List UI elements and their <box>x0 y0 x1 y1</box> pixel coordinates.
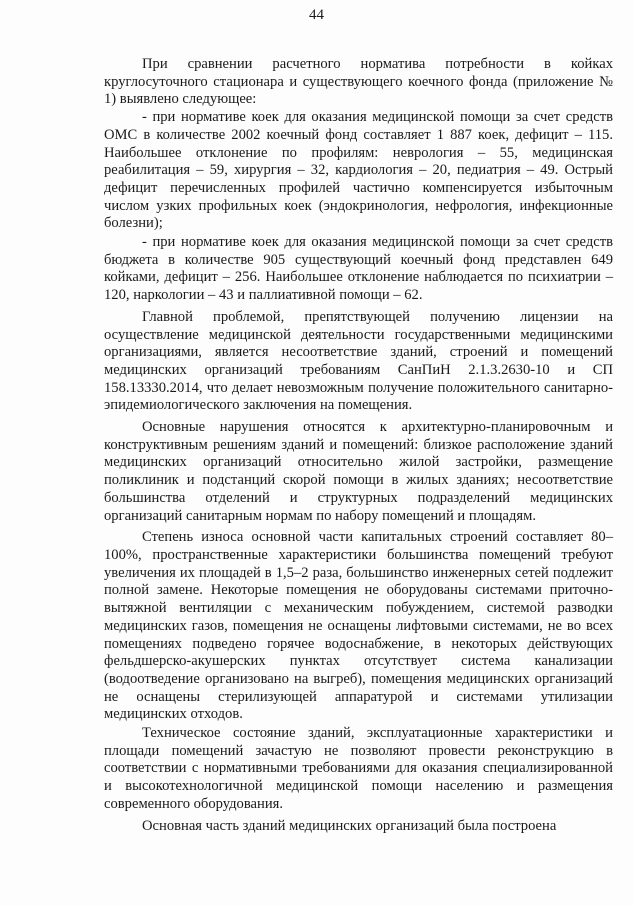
paragraph-intro: При сравнении расчетного норматива потребности в койках круглосуточного стационара и существующего коечного фонда (приложение № 1) выявлено следующее: <box>104 56 613 108</box>
paragraph-construction: Основная часть зданий медицинских организаций была построена <box>142 817 557 834</box>
paragraph-violations: Основные нарушения относятся к архитектурно-планировочным и конструктивным решениям зданий и помещений: близкое расположение зданий медицинских организаций относительно жилой застройки, размещение поликлиник и подстанций скорой помощи в жилых зданиях; несоответствие большинства отделений и структурных подразделений медицинских организаций санитарным нормам по набору помещений и площадям. <box>104 419 613 524</box>
paragraph-licensing-problem: Главной проблемой, препятствующей получению лицензии на осуществление медицинской деятельности государственными медицинскими организациями, является несоответствие зданий, строений и помещений медицинских организаций требованиям СанПиН 2.1.3.2630-10 и СП 158.13330.2014, что делает невозможным получение положительного санитарно-эпидемиологического заключения на помещения. <box>104 308 613 414</box>
body-text <box>104 56 613 835</box>
paragraph-wear: Степень износа основной части капитальных строений составляет 80–100%, пространственные характеристики большинства помещений требуют увеличения их площадей в 1,5–2 раза, большинство инженерных сетей подлежит полной замене. Некоторые помещения не оборудованы системами приточно-вытяжной вентиляции с механическим побуждением, системой разводки медицинских газов, помещения не оснащены лифтовыми системами, не во всех помещениях подведено горячее водоснабжение, в некоторых действующих фельдшерско-акушерских пунктах отсутствует система канализации (водоотведение организовано на выгреб), помещения медицинских организаций не оснащены стерилизующей аппаратурой и системами утилизации медицинских отходов. <box>104 529 613 723</box>
paragraph-technical-state: Техническое состояние зданий, эксплуатационные характеристики и площади помещений зачастую не позволяют провести реконструкцию в соответствии с нормативными требованиями для оказания специализированной и высокотехнологичной медицинской помощи населению и размещения современного оборудования. <box>104 725 613 812</box>
page-number: 44 <box>309 7 324 23</box>
paragraph-budget-beds: - при нормативе коек для оказания медицинской помощи за счет средств бюджета в количестве 905 существующий коечный фонд представлен 649 койками, дефицит – 256. Наибольшее отклонение наблюдается по психиатрии – 120, наркологии – 43 и паллиативной помощи – 62. <box>104 234 613 304</box>
paragraph-oms-beds: - при нормативе коек для оказания медицинской помощи за счет средств ОМС в количестве 2002 коечный фонд составляет 1 887 коек, дефицит – 115. Наибольшее отклонение по профилям: неврология – 55, медицинская реабилитация – 59, хирургия – 32, кардиология – 20, педиатрия – 49. Острый дефицит перечисленных профилей частично компенсируется избыточным числом узких профильных коек (эндокринология, нефрология, инфекционные болезни); <box>104 109 613 232</box>
